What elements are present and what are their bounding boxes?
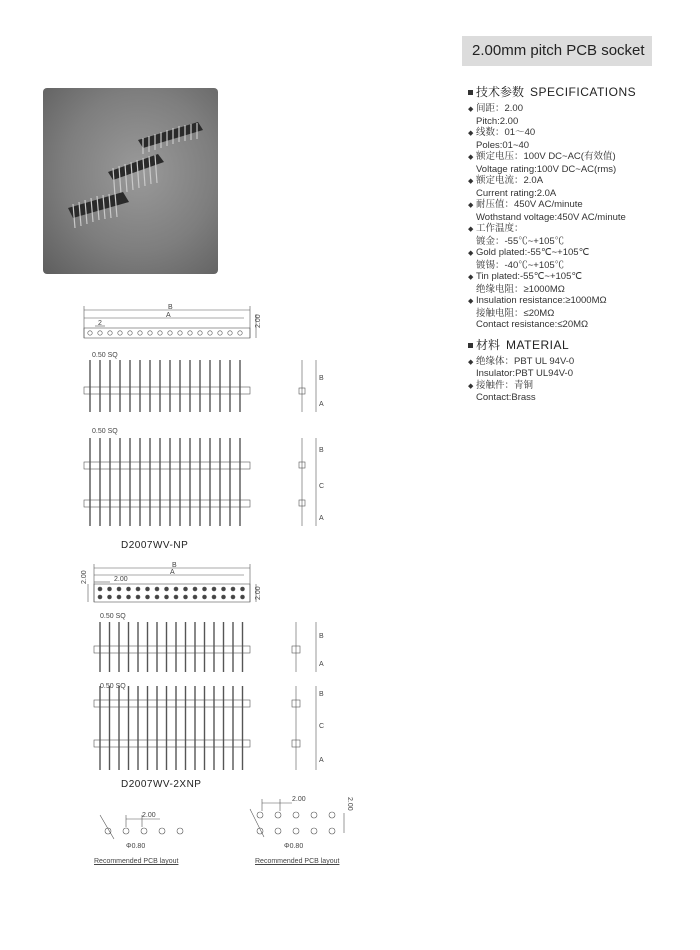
spec-line [468,356,698,369]
spec-line-text: Gold plated:-55℃~+105℃ [476,247,590,258]
side-c-label: C [319,483,325,490]
dim-pitch-label-2: 2.00 [114,576,128,583]
specifications-heading-cn: 技术参数 [476,85,525,99]
pin-hole [228,331,232,335]
pin-hole [108,331,112,335]
pin-hole [98,331,102,335]
diamond-bullet-icon: ◆ [468,178,474,185]
spec-line-text: Wothstand voltage:450V AC/minute [476,211,626,223]
spec-line-text: 额定电流：2.0A [476,175,544,186]
pin-hole [212,595,216,599]
spec-line [468,188,698,200]
pin-hole [208,331,212,335]
spec-line-text: 耐压值：450V AC/minute [476,199,583,210]
left-pitch-label: 2.00 [142,812,156,819]
pin-hole [193,595,197,599]
pin-hole [174,595,178,599]
spec-line-text: 间距：2.00 [476,103,523,114]
spec-line-text: Current rating:2.0A [476,187,557,199]
title-box [462,36,652,66]
spec-line [468,284,698,296]
side-b-label: B [319,375,324,382]
right-layout-caption: Recommended PCB layout [255,858,340,865]
spec-line-text: Poles:01~40 [476,139,530,151]
drawing-d2007wv-np [80,300,330,550]
pin-hole [146,595,150,599]
pin-hole [148,331,152,335]
pin-hole [193,587,197,591]
pin-hole [241,595,245,599]
spec-line-text: Voltage rating:100V DC~AC(rms) [476,163,617,175]
pin-hole [184,587,188,591]
spec-line [468,116,698,128]
left-diameter-label: Φ0.80 [126,843,146,850]
spec-line [468,103,698,116]
diamond-bullet-icon: ◆ [468,130,474,137]
pin-hole [136,595,140,599]
diamond-bullet-icon: ◆ [468,106,474,113]
spec-line-text: Insulation resistance:≥1000MΩ [476,295,607,306]
spec-line [468,212,698,224]
pin-hole [117,587,121,591]
spec-line-text: Contact:Brass [476,392,536,403]
spec-line-text: 绝缘电阻：≥1000MΩ [476,283,565,295]
side-b-label-2: B [319,633,324,640]
right-vertical-label: 2.00 [346,797,353,811]
spec-line [468,199,698,212]
side-b2-label-2: B [319,691,324,698]
spec-line [468,295,698,308]
spec-line-text: 接触件：青铜 [476,379,534,391]
front-view-housing-1 [84,387,250,394]
spec-line [468,236,698,248]
pin-hole [127,595,131,599]
pin-hole [108,587,112,591]
material-heading [468,337,698,353]
spec-line [468,151,698,164]
material-list [468,356,698,404]
pin-hole [128,331,132,335]
spec-line-text: Tin plated:-55℃~+105℃ [476,271,583,282]
side-a2-label: A [319,515,324,522]
square-bullet-icon [468,90,473,95]
pin-hole [165,587,169,591]
pin-hole [231,595,235,599]
pin-hole [155,595,159,599]
side-a-label: A [319,401,324,408]
spec-line [468,308,698,320]
square-bullet-icon [468,343,473,348]
pin-hole [184,595,188,599]
pin-hole [168,331,172,335]
pin-hole [155,587,159,591]
left-layout-caption: Recommended PCB layout [94,858,179,865]
spec-line-text: Contact resistance:≤20MΩ [476,319,589,330]
pin-hole [138,331,142,335]
pin-hole [241,587,245,591]
pin-hole [174,587,178,591]
dim-right-label-2: 2.00 [255,586,262,600]
dim-a-label-2: A [170,569,175,576]
top-view-body-2x [94,584,250,602]
drawing-d2007wv-2xnp [80,562,330,777]
spec-line [468,175,698,188]
model-label-2: D2007WV-2XNP [121,779,202,790]
diamond-bullet-icon: ◆ [468,382,474,390]
spec-line [468,247,698,260]
pin-hole [238,331,242,335]
front-view-housing-2b [84,500,250,507]
pin-hole [98,587,102,591]
spec-line-text: 接触电阻：≤20MΩ [476,307,555,319]
pin-hole [158,331,162,335]
pin-hole [118,331,122,335]
pin-hole [203,587,207,591]
dim-pitch-label: 2 [98,320,102,327]
spec-line [468,140,698,152]
diamond-bullet-icon: ◆ [468,274,474,281]
dim-height-label: 2.00 [255,314,262,328]
top-view-body [84,328,250,338]
spec-line-text: Insulator:PBT UL94V-0 [476,368,573,379]
pin-hole [231,587,235,591]
connector-top [138,122,203,154]
spec-line [468,271,698,284]
dim-left-label-2: 2.00 [81,570,88,584]
pin-hole [146,587,150,591]
sq-label-2: 0.50 SQ [92,428,118,435]
sq-label-3: 0.50 SQ [100,613,126,620]
spec-line-text: 额定电压：100V DC~AC(有效值) [476,151,616,162]
product-photo [43,88,218,274]
pin-hole [136,587,140,591]
pin-hole [188,331,192,335]
dim-b-label-2: B [172,562,177,569]
side-a-label-2: A [319,661,324,668]
spec-line [468,319,698,331]
diamond-bullet-icon: ◆ [468,202,474,209]
pin-hole [117,595,121,599]
pin-hole [198,331,202,335]
diamond-bullet-icon: ◆ [468,226,474,233]
spec-line-text: Pitch:2.00 [476,115,519,127]
spec-line [468,164,698,176]
diamond-bullet-icon: ◆ [468,298,474,305]
dim-a-label: A [166,312,171,319]
diamond-bullet-icon: ◆ [468,358,474,366]
side-a2-label-2: A [319,757,324,764]
right-diameter-label: Φ0.80 [284,843,304,850]
pin-hole [98,595,102,599]
spec-line-text: 绝缘体：PBT UL 94V-0 [476,355,575,367]
material-heading-cn: 材料 [476,337,501,352]
spec-line-text: 工作温度： [476,223,524,234]
spec-line-text: 线数：01～40 [476,127,536,138]
pin-hole [218,331,222,335]
connector-photo-illustration [43,88,218,274]
page-title: 2.00mm pitch PCB socket [472,42,645,59]
side-c-label-2: C [319,723,325,730]
spec-line [468,380,698,393]
specifications-list [468,103,698,331]
pin-hole [222,587,226,591]
pin-hole [212,587,216,591]
side-b2-label: B [319,447,324,454]
diamond-bullet-icon: ◆ [468,154,474,161]
pin-hole [203,595,207,599]
sq-label-1: 0.50 SQ [92,352,118,359]
front-view-housing-2a [84,462,250,469]
pin-hole [88,331,92,335]
spec-line [468,127,698,140]
pin-hole [178,331,182,335]
spec-line [468,260,698,272]
dim-b-label: B [168,304,173,311]
spec-line [468,223,698,236]
connector-bottom [68,192,129,228]
model-label-1: D2007WV-NP [121,540,189,551]
spec-line-text: 镀锡：-40℃~+105℃ [476,259,565,271]
spec-line [468,368,698,380]
specifications-heading [468,84,698,100]
pin-hole [165,595,169,599]
spec-line-text: 镀金：-55℃~+105℃ [476,235,565,247]
diamond-bullet-icon: ◆ [468,250,474,257]
material-heading-en: MATERIAL [506,337,570,352]
connector-middle [108,154,164,196]
specifications-heading-en: SPECIFICATIONS [530,85,637,99]
pin-hole [108,595,112,599]
right-pitch-label: 2.00 [292,796,306,803]
spec-line [468,392,698,404]
pin-hole [222,595,226,599]
sq-label-4: 0.50 SQ [100,683,126,690]
specifications-panel [468,84,698,404]
pin-hole [127,587,131,591]
